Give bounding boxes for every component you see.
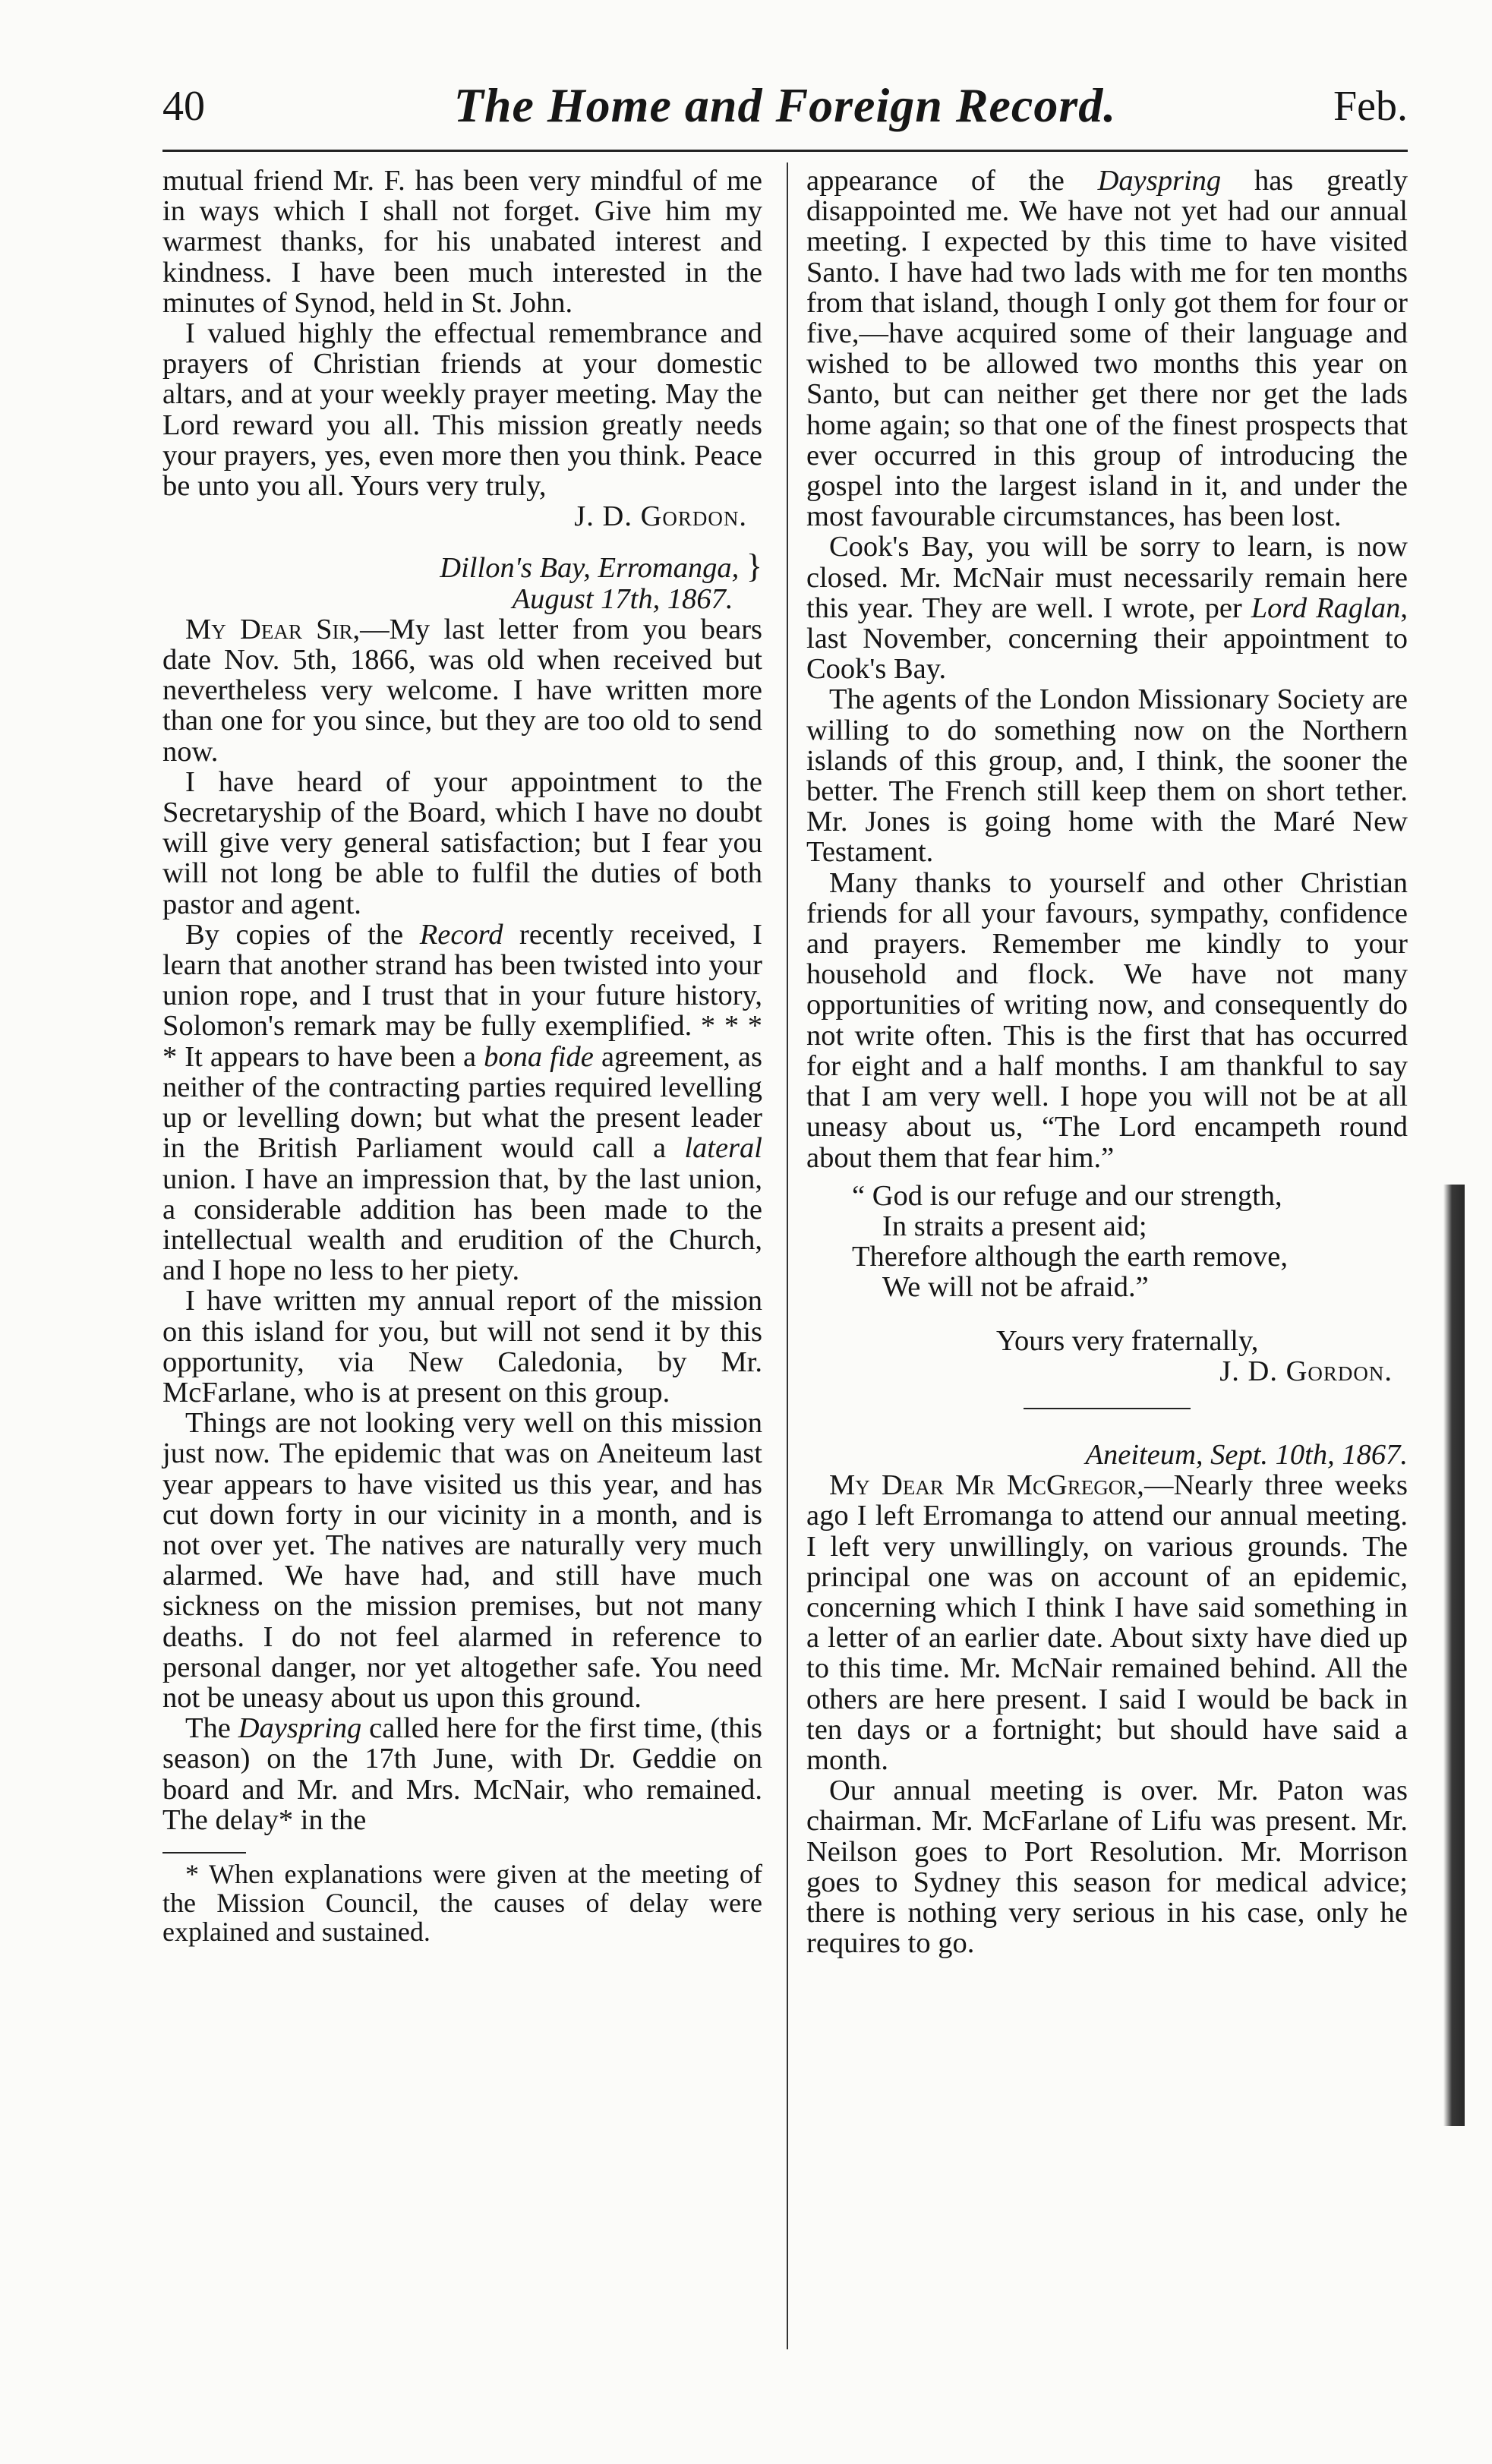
paragraph: I have written my annual report of the mission on this island for you, but will not send it by this opportunity, via New Caledonia, by Mr. McFarlane, who is at present on this group. xyxy=(162,1285,762,1409)
paragraph: I valued highly the effectual remembrance and prayers of Christian friends at your domestic altars, and at your weekly prayer meeting. May the Lord reward you all. This mission greatly needs your prayers, yes, even more then you think. Peace be unto you all. Yours very truly, xyxy=(162,317,762,503)
text-run: , last November, concerning their appointment to Cook's Bay. xyxy=(806,592,1408,686)
issue-month: Feb. xyxy=(1333,83,1408,130)
paragraph xyxy=(162,614,762,767)
italic-run: Dayspring xyxy=(238,1712,362,1745)
text-run: Cook's Bay, you will be sorry to learn, is now closed. Mr. McNair must necessarily remain here this year. They are well. I wrote, per xyxy=(806,531,1408,624)
italic-run: Dayspring xyxy=(1097,165,1222,197)
letter-dateline: Aneiteum, Sept. 10th, 1867. xyxy=(1085,1438,1408,1471)
poem-line: “ God is our refuge and our strength, xyxy=(852,1179,1282,1212)
footnote-rule xyxy=(162,1852,246,1854)
dateline-date: August 17th, 1867. xyxy=(512,582,733,615)
paragraph xyxy=(806,1470,1408,1775)
salutation: My Dear Sir, xyxy=(185,613,361,645)
text-run: union. I have an impression that, by the last union, a considerable addition has been made to the intellectual wealth and erudition of the Church, and I hope no less to her piety. xyxy=(162,1163,762,1287)
text-run: has greatly disappointed me. We have not yet had our annual meeting. I expected by this time to have visited Santo. I have had two lads with me for ten months from that island, though I only got them for four or five,—have acquired some of their language and wished to be allowed two months this year on Santo, but can neither get there nor get the lads home again; so that one of the finest prospects that ever occurred in this group of introducing the gospel into the largest island in it, and under the most favourable circumstances, has been lost. xyxy=(806,165,1408,533)
paragraph: Many thanks to yourself and other Christian friends for all your favours, sympathy, confidence and prayers. Remember me kindly to your household and flock. We have not many opportunities of writing now, and consequently do not write often. This is the first that has occurred for eight and a half months. I am thankful to say that I am very well. I hope you will not be at all uneasy about us, “The Lord encampeth round about them that fear him.” xyxy=(806,866,1408,1174)
footnote: * When explanations were given at the meeting of the Mission Council, the causes of delay were explained and sustained. xyxy=(162,1858,762,1947)
letter-dateline xyxy=(162,547,762,615)
page-number: 40 xyxy=(162,83,205,130)
paragraph xyxy=(806,166,1408,532)
paragraph: mutual friend Mr. F. has been very mindful of me in ways which I shall not forget. Give him my warmest thanks, for his unabated interest and kindness. I have been much interested in the minutes of Synod, held in St. John. xyxy=(162,165,762,319)
italic-run: bona fide xyxy=(484,1040,594,1073)
poem-line: In straits a present aid; xyxy=(882,1210,1147,1242)
text-run: appearance of the xyxy=(806,165,1098,197)
poem-line: We will not be afraid.” xyxy=(882,1271,1149,1304)
text-run: called here for the first time, (this season) on the 17th June, with Dr. Geddie on board and Mr. and Mrs. McNair, who remained. The delay* in the xyxy=(162,1712,762,1836)
poem-line: Therefore although the earth remove, xyxy=(852,1241,1289,1273)
right-column xyxy=(806,166,1408,1958)
paragraph: The agents of the London Missionary Society are willing to do something now on the Northern islands of this group, and, I think, the sooner the better. The French still keep them on short tether. Mr. Jones is going home with the Maré New Testament. xyxy=(806,683,1408,869)
brace-glyph: } xyxy=(746,547,762,585)
paragraph-text: —Nearly three weeks ago I left Erromanga to attend our annual meeting. I left very unwillingly, on various grounds. The principal one was on account of an epidemic, concerning which I think I have said something in a letter of an earlier date. About sixty have died up to this time. Mr. McNair remained behind. All the others are here present. I said I would be back in ten days or a fortnight; but should have said a month. xyxy=(806,1469,1408,1776)
paragraph xyxy=(162,920,762,1286)
signature: J. D. Gordon. xyxy=(574,500,747,533)
paragraph-text: —My last letter from you bears date Nov. 5th, 1866, was old when received but nevertheless very welcome. I have written more than one for you since, but they are too old to send now. xyxy=(162,613,762,768)
closing: Yours very fraternally, xyxy=(996,1324,1259,1357)
text-run: The xyxy=(185,1712,238,1745)
page-edge-shadow xyxy=(1443,1185,1465,2126)
text-run: By copies of the xyxy=(185,918,420,951)
column-divider xyxy=(787,162,788,2349)
paragraph xyxy=(162,1713,762,1835)
text-run: recently received, I learn that another strand has been twisted into your union rope, and I trust that in your future history, Solomon's remark may be fully exemplified. * * * * It appears to have been a xyxy=(162,918,763,1073)
paragraph: I have heard of your appointment to the Secretaryship of the Board, which I have no doubt will give very general satisfaction; but I fear you will not long be able to fulfil the duties of both pastor and agent. xyxy=(162,765,762,920)
journal-title: The Home and Foreign Record. xyxy=(453,78,1117,132)
dateline-place: Dillon's Bay, Erromanga, xyxy=(440,552,740,585)
italic-run: Record xyxy=(419,918,503,951)
running-header xyxy=(162,78,1408,150)
paragraph: Our annual meeting is over. Mr. Paton was chairman. Mr. McFarlane of Lifu was present. Mr. Neilson goes to Port Resolution. Mr. Morrison goes to Sydney this season for medical advice; there is nothing very serious in his case, only he requires to go. xyxy=(806,1775,1408,1960)
italic-run: lateral xyxy=(684,1132,762,1165)
header-rule xyxy=(162,150,1408,152)
signature: J. D. Gordon. xyxy=(1219,1355,1393,1387)
paragraph: Things are not looking very well on this mission just now. The epidemic that was on Aneiteum last year appears to have visited us this year, and has cut down forty in our vicinity in a month, and is not over yet. The natives are naturally very much alarmed. We have had, and still have much sickness on the mission premises, but not many deaths. I do not feel alarmed in reference to personal danger, nor yet altogether safe. You need not be uneasy about us upon this ground. xyxy=(162,1407,762,1714)
italic-run: Lord Raglan xyxy=(1251,592,1401,624)
section-rule xyxy=(1024,1408,1191,1409)
left-column xyxy=(162,166,762,1946)
paragraph xyxy=(806,532,1408,684)
poem-quote xyxy=(852,1181,1408,1303)
salutation: My Dear Mr McGregor, xyxy=(829,1469,1144,1502)
text-run: agreement, as neither of the contracting parties required levelling up or levelling down; but what the present leader in the British Parliament would call a xyxy=(162,1040,763,1165)
